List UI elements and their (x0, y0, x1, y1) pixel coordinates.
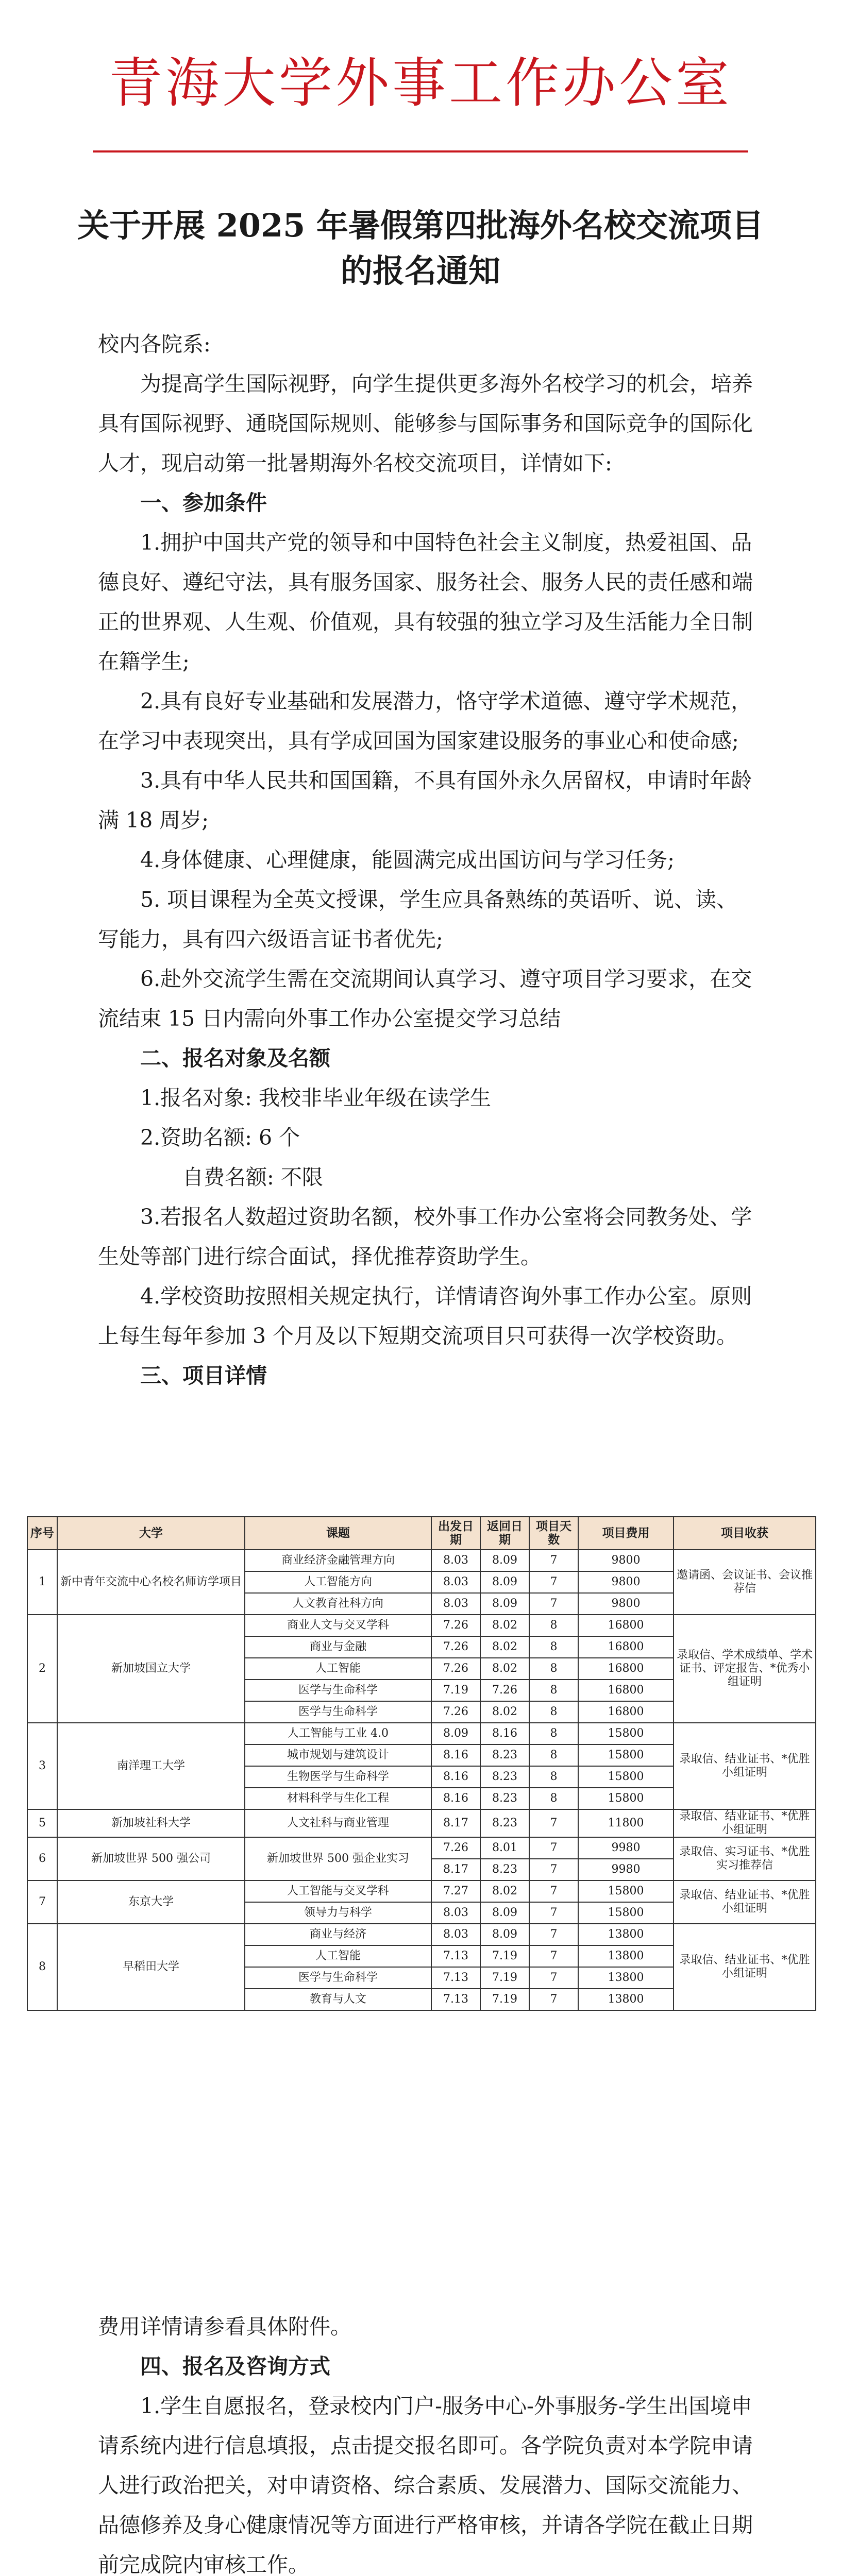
cell-fee: 13800 (578, 1924, 674, 1945)
cell-university: 新加坡国立大学 (57, 1615, 245, 1723)
cell-course: 领导力与科学 (245, 1902, 431, 1924)
table-row (27, 1550, 816, 1571)
cell-fee: 15800 (578, 1788, 674, 1809)
cell-days: 7 (529, 1924, 578, 1945)
cell-university: 早稻田大学 (57, 1924, 245, 2010)
document-title (0, 203, 841, 294)
cell-course: 人工智能 (245, 1945, 431, 1967)
cell-depart: 7.26 (431, 1658, 480, 1680)
cell-depart: 8.03 (431, 1902, 480, 1924)
cell-course: 人文社科与商业管理 (245, 1809, 431, 1837)
header-no: 序号 (27, 1517, 57, 1550)
title-line-1: 关于开展 2025 年暑假第四批海外名校交流项目 (77, 207, 764, 244)
table-row (27, 1615, 816, 1636)
cell-return: 8.02 (480, 1880, 529, 1902)
header-university: 大学 (57, 1517, 245, 1550)
condition-4: 4.身体健康、心理健康，能圆满完成出国访问与学习任务; (140, 848, 675, 872)
cell-return: 8.02 (480, 1636, 529, 1658)
cell-depart: 7.13 (431, 1967, 480, 1989)
cell-course: 人工智能与工业 4.0 (245, 1723, 431, 1744)
cell-days: 8 (529, 1723, 578, 1744)
cell-course: 人工智能与交叉学科 (245, 1880, 431, 1902)
cell-no: 1 (27, 1550, 57, 1615)
cell-course: 材料科学与生化工程 (245, 1788, 431, 1809)
cell-days: 7 (529, 1837, 578, 1859)
cell-days: 7 (529, 1880, 578, 1902)
cell-outcome: 录取信、结业证书、*优胜小组证明 (674, 1723, 816, 1809)
cell-no: 3 (27, 1723, 57, 1809)
salutation: 校内各院系: (98, 332, 211, 357)
cell-fee: 9980 (578, 1859, 674, 1880)
cell-depart: 8.03 (431, 1571, 480, 1593)
cell-fee: 9800 (578, 1550, 674, 1571)
cell-no: 8 (27, 1924, 57, 2010)
cell-return: 8.23 (480, 1809, 529, 1837)
cell-course: 教育与人文 (245, 1989, 431, 2010)
cell-return: 8.23 (480, 1766, 529, 1788)
cell-course: 人文教育社科方向 (245, 1593, 431, 1615)
condition-6: 6.赴外交流学生需在交流期间认真学习、遵守项目学习要求，在交流结束 15 日内需向外事工作办公室提交学习总结 (98, 967, 752, 1031)
cell-fee: 15800 (578, 1744, 674, 1766)
cell-return: 8.23 (480, 1744, 529, 1766)
cell-return: 8.16 (480, 1723, 529, 1744)
header-fee: 项目费用 (578, 1517, 674, 1550)
cell-return: 8.09 (480, 1902, 529, 1924)
cell-return: 8.02 (480, 1615, 529, 1636)
apply-method: 1.学生自愿报名，登录校内门户-服务中心-外事服务-学生出国境申请系统内进行信息填报，点击提交报名即可。各学院负责对本学院申请人进行政治把关，对申请资格、综合素质、发展潜力、国际交流能力、品德修养及身心健康情况等方面进行严格审核，并请各学院在截止日期前完成院内审核工作。 (98, 2394, 753, 2576)
cell-university: 新加坡世界 500 强公司 (57, 1837, 245, 1880)
cell-depart: 8.03 (431, 1924, 480, 1945)
condition-3: 3.具有中华人民共和国国籍，不具有国外永久居留权，申请时年龄满 18 周岁; (98, 768, 752, 833)
cell-return: 8.01 (480, 1837, 529, 1859)
cell-fee: 13800 (578, 1967, 674, 1989)
cell-depart: 8.17 (431, 1859, 480, 1880)
cell-return: 8.09 (480, 1593, 529, 1615)
project-table-wrap (27, 1516, 815, 2011)
cell-fee: 9980 (578, 1837, 674, 1859)
cell-fee: 16800 (578, 1680, 674, 1701)
cell-course: 城市规划与建筑设计 (245, 1744, 431, 1766)
cell-outcome: 邀请函、会议证书、会议推荐信 (674, 1550, 816, 1615)
cell-days: 8 (529, 1788, 578, 1809)
cell-course: 人工智能方向 (245, 1571, 431, 1593)
cell-depart: 8.16 (431, 1744, 480, 1766)
cell-fee: 16800 (578, 1615, 674, 1636)
cell-depart: 7.26 (431, 1837, 480, 1859)
cell-days: 8 (529, 1636, 578, 1658)
cell-course: 新加坡世界 500 强企业实习 (245, 1837, 431, 1880)
table-row (27, 1809, 816, 1837)
cell-days: 8 (529, 1744, 578, 1766)
cell-days: 7 (529, 1945, 578, 1967)
cell-fee: 16800 (578, 1658, 674, 1680)
header-course: 课题 (245, 1517, 431, 1550)
cell-days: 7 (529, 1571, 578, 1593)
cell-university: 新中青年交流中心名校名师访学项目 (57, 1550, 245, 1615)
cell-return: 7.19 (480, 1945, 529, 1967)
table-header-row (27, 1517, 816, 1550)
cell-return: 8.02 (480, 1658, 529, 1680)
header-return: 返回日期 (480, 1517, 529, 1550)
section-4-heading: 四、报名及咨询方式 (140, 2354, 330, 2379)
cell-course: 商业与经济 (245, 1924, 431, 1945)
cell-days: 7 (529, 1809, 578, 1837)
cell-course: 商业人文与交叉学科 (245, 1615, 431, 1636)
cell-fee: 13800 (578, 1945, 674, 1967)
quota-note-4: 4.学校资助按照相关规定执行，详情请咨询外事工作办公室。原则上每生每年参加 3 个月及以下短期交流项目只可获得一次学校资助。 (98, 1284, 752, 1348)
table-row (27, 1880, 816, 1902)
section-3-heading: 三、项目详情 (140, 1363, 267, 1388)
header-days: 项目天数 (529, 1517, 578, 1550)
header-depart: 出发日期 (431, 1517, 480, 1550)
table-row (27, 1837, 816, 1859)
cell-fee: 16800 (578, 1636, 674, 1658)
cell-course: 生物医学与生命科学 (245, 1766, 431, 1788)
cell-depart: 7.26 (431, 1701, 480, 1723)
cell-depart: 8.17 (431, 1809, 480, 1837)
cell-fee: 16800 (578, 1701, 674, 1723)
cell-course: 人工智能 (245, 1658, 431, 1680)
fee-note: 费用详情请参看具体附件。 (98, 2314, 351, 2339)
cell-return: 8.23 (480, 1859, 529, 1880)
cell-depart: 8.03 (431, 1550, 480, 1571)
cell-fee: 9800 (578, 1593, 674, 1615)
cell-fee: 15800 (578, 1902, 674, 1924)
cell-university: 新加坡社科大学 (57, 1809, 245, 1837)
cell-depart: 8.09 (431, 1723, 480, 1744)
cell-days: 8 (529, 1766, 578, 1788)
project-table (27, 1516, 816, 2011)
cell-fee: 15800 (578, 1880, 674, 1902)
cell-course: 商业与金融 (245, 1636, 431, 1658)
intro-paragraph: 为提高学生国际视野，向学生提供更多海外名校学习的机会，培养具有国际视野、通晓国际规则、能够参与国际事务和国际竞争的国际化人才，现启动第一批暑期海外名校交流项目，详情如下: (98, 371, 753, 476)
cell-depart: 7.27 (431, 1880, 480, 1902)
title-line-2: 的报名通知 (340, 252, 500, 290)
cell-depart: 8.03 (431, 1593, 480, 1615)
cell-depart: 8.16 (431, 1788, 480, 1809)
quota-funded: 2.资助名额: 6 个 (140, 1125, 300, 1150)
cell-return: 8.02 (480, 1701, 529, 1723)
cell-return: 7.26 (480, 1680, 529, 1701)
cell-depart: 7.26 (431, 1615, 480, 1636)
cell-return: 7.19 (480, 1967, 529, 1989)
table-row (27, 1924, 816, 1945)
cell-fee: 13800 (578, 1989, 674, 2010)
quota-note-3: 3.若报名人数超过资助名额，校外事工作办公室将会同教务处、学生处等部门进行综合面试，择优推荐资助学生。 (98, 1205, 752, 1269)
cell-course: 医学与生命科学 (245, 1680, 431, 1701)
cell-outcome: 录取信、结业证书、*优胜小组证明 (674, 1809, 816, 1837)
quota-target: 1.报名对象: 我校非毕业年级在读学生 (140, 1086, 491, 1110)
cell-depart: 7.13 (431, 1989, 480, 2010)
cell-days: 7 (529, 1859, 578, 1880)
cell-return: 8.09 (480, 1550, 529, 1571)
org-header: 青海大学外事工作办公室 (108, 52, 732, 114)
cell-days: 7 (529, 1902, 578, 1924)
cell-return: 8.09 (480, 1571, 529, 1593)
cell-days: 8 (529, 1658, 578, 1680)
body-part-1 (98, 325, 758, 1396)
cell-days: 8 (529, 1615, 578, 1636)
cell-outcome: 录取信、结业证书、*优胜小组证明 (674, 1924, 816, 2010)
cell-no: 7 (27, 1880, 57, 1924)
cell-course: 医学与生命科学 (245, 1967, 431, 1989)
cell-days: 8 (529, 1680, 578, 1701)
cell-outcome: 录取信、实习证书、*优胜实习推荐信 (674, 1837, 816, 1880)
table-row (27, 1723, 816, 1744)
table-body (27, 1550, 816, 2010)
cell-depart: 7.26 (431, 1636, 480, 1658)
section-2-heading: 二、报名对象及名额 (140, 1046, 330, 1071)
cell-depart: 7.19 (431, 1680, 480, 1701)
cell-fee: 15800 (578, 1766, 674, 1788)
cell-university: 南洋理工大学 (57, 1723, 245, 1809)
cell-return: 8.09 (480, 1924, 529, 1945)
cell-depart: 8.16 (431, 1766, 480, 1788)
cell-days: 7 (529, 1989, 578, 2010)
condition-5: 5. 项目课程为全英文授课，学生应具备熟练的英语听、说、读、写能力，具有四六级语言证书者优先; (98, 887, 738, 952)
cell-outcome: 录取信、结业证书、*优胜小组证明 (674, 1880, 816, 1924)
cell-course: 商业经济金融管理方向 (245, 1550, 431, 1571)
section-1-heading: 一、参加条件 (140, 490, 267, 515)
body-part-2 (98, 2307, 758, 2576)
cell-return: 8.23 (480, 1788, 529, 1809)
cell-fee: 11800 (578, 1809, 674, 1837)
cell-no: 2 (27, 1615, 57, 1723)
header-red-rule (93, 150, 748, 152)
cell-course: 医学与生命科学 (245, 1701, 431, 1723)
cell-fee: 15800 (578, 1723, 674, 1744)
cell-days: 8 (529, 1701, 578, 1723)
condition-2: 2.具有良好专业基础和发展潜力，恪守学术道德、遵守学术规范，在学习中表现突出，具有学成回国为国家建设服务的事业心和使命感; (98, 689, 752, 753)
cell-no: 5 (27, 1809, 57, 1837)
cell-depart: 7.13 (431, 1945, 480, 1967)
cell-return: 7.19 (480, 1989, 529, 2010)
cell-days: 7 (529, 1967, 578, 1989)
cell-days: 7 (529, 1593, 578, 1615)
cell-university: 东京大学 (57, 1880, 245, 1924)
cell-no: 6 (27, 1837, 57, 1880)
condition-1: 1.拥护中国共产党的领导和中国特色社会主义制度，热爱祖国、品德良好、遵纪守法，具有服务国家、服务社会、服务人民的责任感和端正的世界观、人生观、价值观，具有较强的独立学习及生活能力全日制在籍学生; (98, 530, 753, 674)
header-outcome: 项目收获 (674, 1517, 816, 1550)
cell-outcome: 录取信、学术成绩单、学术证书、评定报告、*优秀小组证明 (674, 1615, 816, 1723)
quota-self-funded: 自费名额: 不限 (182, 1165, 323, 1190)
cell-fee: 9800 (578, 1571, 674, 1593)
cell-days: 7 (529, 1550, 578, 1571)
